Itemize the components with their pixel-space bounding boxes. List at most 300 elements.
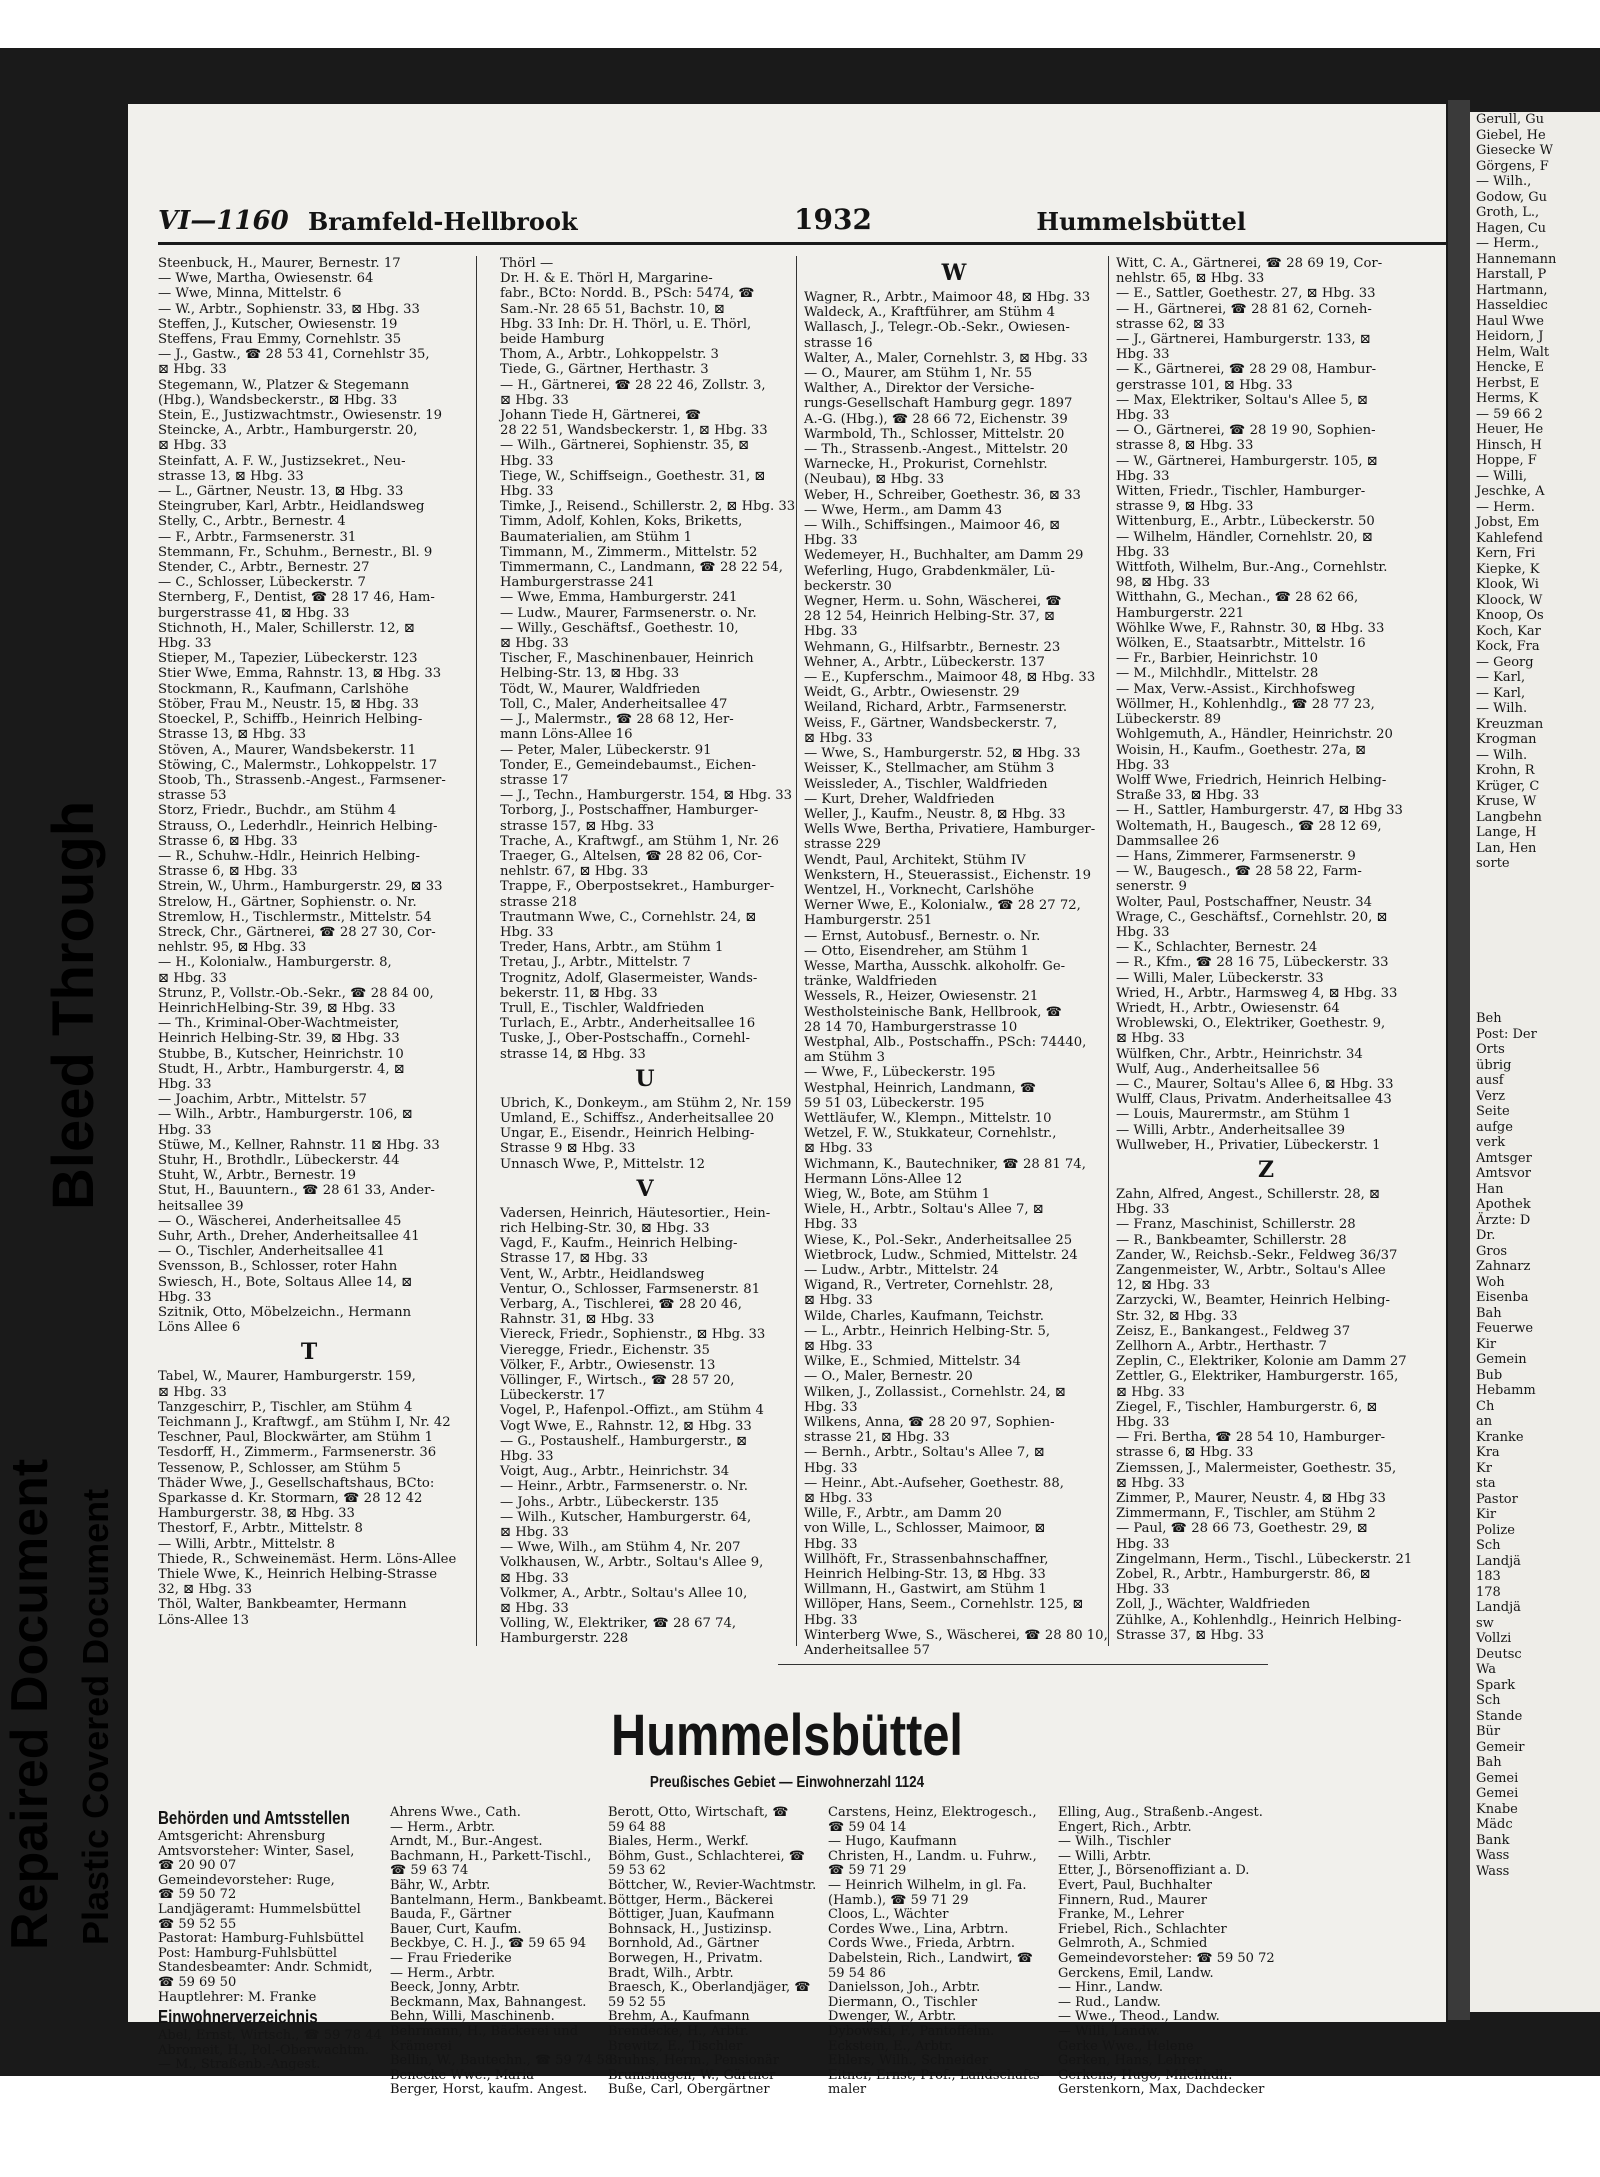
- next-page-line: Bah: [1476, 1755, 1502, 1770]
- directory-entry: Walther, A., Direktor der Versiche-: [804, 381, 1035, 397]
- directory-entry: Engert, Rich., Arbtr.: [1058, 1819, 1192, 1835]
- directory-entry: Westholsteinische Bank, Hellbrook, ☎: [804, 1004, 1063, 1020]
- directory-entry: Timke, J., Reisend., Schillerstr. 2, ⊠ Hbg. 33: [500, 499, 796, 515]
- directory-entry: Hbg. 33: [500, 484, 554, 500]
- next-page-line: Zahnarz: [1476, 1259, 1531, 1274]
- directory-entry: — Heinr., Arbtr., Farmsenerstr. o. Nr.: [500, 1479, 748, 1495]
- directory-entry: Wittfoth, Wilhelm, Bur.-Ang., Cornehlstr.: [1116, 560, 1388, 576]
- directory-entry: — K., Schlachter, Bernestr. 24: [1116, 940, 1318, 956]
- directory-entry: tränke, Waldfrieden: [804, 974, 938, 990]
- directory-entry: Hbg. 33: [158, 1289, 212, 1305]
- directory-entry: — H., Gärtnerei, ☎ 28 81 62, Corneh-: [1116, 301, 1372, 317]
- directory-entry: am Stühm 3: [804, 1050, 885, 1066]
- next-page-line: Kir: [1476, 1507, 1497, 1522]
- next-page-line: Gerull, Gu: [1476, 112, 1545, 127]
- directory-entry: Teschner, Paul, Blockwärter, am Stühm 1: [158, 1430, 433, 1446]
- directory-entry: Stieper, M., Tapezier, Lübeckerstr. 123: [158, 651, 418, 667]
- directory-entry: — Willi, Arbtr., Anderheitsallee 39: [1116, 1122, 1345, 1138]
- directory-entry: — Willi, Landw.: [1058, 2023, 1160, 2039]
- directory-entry: Timm, Adolf, Kohlen, Koks, Briketts,: [500, 514, 743, 530]
- directory-entry: Bähr, W., Arbtr.: [390, 1877, 491, 1893]
- directory-entry: Johann Tiede H, Gärtnerei, ☎: [500, 408, 702, 424]
- directory-column-4: [1116, 256, 1416, 1643]
- next-page-line: Herbst, E: [1476, 375, 1540, 391]
- next-page-line: Heuer, He: [1476, 422, 1544, 437]
- directory-entry: Löns-Allee 13: [158, 1612, 249, 1628]
- directory-entry: Hamburgerstr. 228: [500, 1631, 629, 1647]
- directory-entry: nehlstr. 65, ⊠ Hbg. 33: [1116, 271, 1265, 287]
- town-column-5: [1058, 1805, 1278, 2098]
- next-page-line: [1470, 934, 1600, 950]
- directory-entry: Zangenmeister, W., Arbtr., Soltau's Allee: [1116, 1263, 1386, 1278]
- directory-entry: ☎ 59 52 55: [158, 1916, 237, 1932]
- directory-entry: Tiede, G., Gärtner, Herthastr. 3: [500, 362, 709, 378]
- next-page-line: [1470, 872, 1600, 888]
- directory-entry: Wiese, K., Pol.-Sekr., Anderheitsallee 25: [804, 1232, 1073, 1248]
- next-page-line: — Willi,: [1476, 468, 1528, 484]
- directory-entry: — Wilh., Schiffsingen., Maimoor 46, ⊠: [804, 518, 1061, 534]
- directory-entry: Ehlers, Wilh., Schneider: [828, 2053, 989, 2069]
- directory-entry: Weller, J., Kaufm., Neustr. 8, ⊠ Hbg. 33: [804, 806, 1066, 822]
- next-page-line: Eisenba: [1476, 1290, 1529, 1305]
- directory-entry: — E., Sattler, Goethestr. 27, ⊠ Hbg. 33: [1116, 286, 1376, 302]
- directory-entry: Anderheitsallee 57: [804, 1643, 931, 1659]
- next-page-line: Pastor: [1476, 1491, 1518, 1507]
- next-page-line: Hannemann: [1476, 251, 1557, 267]
- directory-entry: Hbg. 33: [804, 1536, 858, 1552]
- directory-entry: Franke, M., Lehrer: [1058, 1907, 1184, 1923]
- next-page-line: Lange, H: [1476, 825, 1537, 840]
- directory-entry: Hbg. 33: [500, 453, 554, 469]
- directory-entry: Willöper, Hans, Seem., Cornehlstr. 125, ⊠: [804, 1597, 1084, 1613]
- directory-entry: Wolff Wwe, Friedrich, Heinrich Helbing-: [1116, 772, 1387, 788]
- directory-entry: Studt, H., Arbtr., Hamburgerstr. 4, ⊠: [158, 1061, 405, 1077]
- directory-entry: — R., Bankbeamter, Schillerstr. 28: [1116, 1232, 1347, 1248]
- directory-entry: Weisser, K., Stellmacher, am Stühm 3: [804, 761, 1055, 777]
- directory-entry: Turlach, E., Arbtr., Anderheitsallee 16: [500, 1016, 756, 1032]
- directory-entry: 59 52 55: [608, 1994, 666, 2010]
- directory-entry: Stichnoth, H., Maler, Schillerstr. 12, ⊠: [158, 620, 415, 636]
- directory-entry: ⊠ Hbg. 33: [804, 1339, 873, 1355]
- directory-entry: Wilke, E., Schmied, Mittelstr. 34: [804, 1354, 1021, 1370]
- next-page-line: Lan, Hen: [1476, 840, 1537, 856]
- directory-entry: — M., Milchhdlr., Mittelstr. 28: [1116, 666, 1319, 682]
- directory-entry: — O., Gärtnerei, ☎ 28 19 90, Sophien-: [1116, 423, 1376, 439]
- directory-entry: Stein, E., Justizwachtmstr., Owiesenstr. 19: [158, 408, 443, 424]
- directory-entry: Hbg. 33: [158, 636, 212, 652]
- section-letter: Z: [1257, 1156, 1275, 1183]
- directory-entry: Wettläufer, W., Klempn., Mittelstr. 10: [804, 1110, 1052, 1126]
- directory-entry: senerstr. 9: [1116, 879, 1187, 895]
- directory-entry: Bauda, F., Gärtner: [390, 1907, 512, 1923]
- next-page-line: Seite: [1476, 1104, 1510, 1119]
- section-letter: T: [300, 1339, 318, 1366]
- directory-entry: — O., Tischler, Anderheitsallee 41: [158, 1244, 385, 1260]
- directory-entry: Stoeckel, P., Schiffb., Heinrich Helbing-: [158, 712, 423, 728]
- directory-entry: Wagner, R., Arbtr., Maimoor 48, ⊠ Hbg. 33: [804, 290, 1091, 305]
- directory-entry: Wenkstern, H., Steuerassist., Eichenstr. 19: [804, 867, 1091, 883]
- directory-entry: Hauptlehrer: M. Franke: [158, 1989, 317, 2005]
- directory-entry: — Wwe, Emma, Hamburgerstr. 241: [500, 590, 738, 606]
- next-page-line: Heidorn, J: [1476, 329, 1544, 344]
- directory-entry: Beckmann, Max, Bahnangest.: [390, 1994, 587, 2010]
- directory-entry: Swiesch, H., Bote, Soltaus Allee 14, ⊠: [158, 1274, 413, 1290]
- directory-entry: Hamburgerstrasse 241: [500, 575, 655, 591]
- directory-entry: Bantelmann, Herm., Bankbeamt.: [390, 1892, 607, 1908]
- directory-entry: Thäder Wwe, J., Gesellschaftshaus, BCto:: [158, 1475, 435, 1491]
- directory-entry: Dr. H. & E. Thörl H, Margarine-: [500, 271, 713, 287]
- directory-entry: Diermann, O., Tischler: [828, 1994, 978, 2010]
- directory-entry: Krämerei: [390, 2038, 452, 2054]
- directory-entry: gerstrasse 101, ⊠ Hbg. 33: [1116, 377, 1293, 393]
- directory-entry: Gerke Wwe., Helene: [1058, 2038, 1194, 2054]
- repaired-document-label: Repaired Document: [1, 1458, 59, 1950]
- directory-entry: Helbing-Str. 13, ⊠ Hbg. 33: [500, 666, 680, 682]
- directory-entry: Strasse 6, ⊠ Hbg. 33: [158, 833, 298, 849]
- next-page-line: Kern, Fri: [1476, 546, 1536, 561]
- directory-entry: ☎ 20 90 07: [158, 1858, 237, 1874]
- directory-entry: ☎ 59 63 74: [390, 1863, 469, 1879]
- column-divider: [796, 256, 797, 1646]
- directory-entry: Zobel, R., Arbtr., Hamburgerstr. 86, ⊠: [1116, 1567, 1371, 1583]
- next-page-line: Herms, K: [1476, 391, 1539, 406]
- directory-entry: strasse 14, ⊠ Hbg. 33: [500, 1046, 646, 1062]
- directory-entry: Baumaterialien, am Stühm 1: [500, 529, 692, 545]
- directory-entry: — Wwe, F., Lübeckerstr. 195: [804, 1065, 996, 1081]
- directory-entry: Stubbe, B., Kutscher, Heinrichstr. 10: [158, 1046, 404, 1062]
- directory-entry: — L., Gärtner, Neustr. 13, ⊠ Hbg. 33: [158, 484, 404, 500]
- directory-entry: Trache, A., Kraftwgf., am Stühm 1, Nr. 26: [500, 833, 779, 849]
- directory-entry: beckerstr. 30: [804, 578, 892, 594]
- directory-entry: Weber, H., Schreiber, Goethestr. 36, ⊠ 33: [804, 487, 1081, 503]
- directory-entry: Stuht, W., Arbtr., Bernestr. 19: [158, 1168, 357, 1184]
- directory-entry: von Wille, L., Schlosser, Maimoor, ⊠: [804, 1521, 1046, 1537]
- next-page-line: Amtsger: [1476, 1150, 1532, 1166]
- directory-entry: Weiland, Richard, Arbtr., Farmsenerstr.: [804, 700, 1068, 716]
- next-page-line: Jobst, Em: [1476, 515, 1540, 530]
- directory-entry: Stöwing, C., Malermstr., Lohkoppelstr. 17: [158, 757, 438, 773]
- directory-entry: Hbg. 33: [1116, 1582, 1170, 1598]
- directory-entry: Biales, Herm., Werkf.: [608, 1834, 749, 1850]
- directory-entry: Böhm, Gust., Schlachterei, ☎: [608, 1848, 805, 1864]
- directory-entry: Tuske, J., Ober-Postschaffn., Cornehl-: [500, 1031, 750, 1047]
- directory-entry: Steffens, Frau Emmy, Cornehlstr. 35: [158, 332, 402, 348]
- directory-entry: Woisin, H., Kaufm., Goethestr. 27a, ⊠: [1116, 742, 1367, 758]
- next-page-line: Kiepke, K: [1476, 561, 1540, 577]
- directory-entry: Stüwe, M., Kellner, Rahnstr. 11 ⊠ Hbg. 33: [158, 1137, 440, 1153]
- directory-entry: ☎ 59 69 50: [158, 1974, 237, 1990]
- next-page-line: sorte: [1476, 856, 1510, 871]
- directory-entry: Stelly, C., Arbtr., Bernestr. 4: [158, 514, 346, 530]
- directory-entry: Wegner, Herm. u. Sohn, Wäscherei, ☎: [804, 594, 1062, 610]
- next-page-line: Bah: [1476, 1305, 1502, 1321]
- next-page-line: Gemeir: [1476, 1739, 1525, 1755]
- directory-entry: — R., Schuhw.-Hdlr., Heinrich Helbing-: [158, 848, 420, 864]
- directory-entry: ⊠ Hbg. 33: [500, 1570, 569, 1586]
- directory-entry: Stöber, Frau M., Neustr. 15, ⊠ Hbg. 33: [158, 696, 419, 712]
- directory-entry: Verbarg, A., Tischlerei, ☎ 28 20 46,: [500, 1297, 742, 1312]
- directory-entry: strasse 21, ⊠ Hbg. 33: [804, 1430, 950, 1446]
- directory-entry: — Frau Friederike: [390, 1950, 512, 1966]
- directory-entry: Wrage, C., Geschäftsf., Cornehlstr. 20, ⊠: [1116, 909, 1388, 925]
- directory-entry: Unnasch Wwe, P., Mittelstr. 12: [500, 1156, 706, 1172]
- directory-entry: Tischer, F., Maschinenbauer, Heinrich: [500, 651, 754, 667]
- directory-entry: Vogel, P., Hafenpol.-Offizt., am Stühm 4: [500, 1403, 764, 1419]
- directory-entry: Zarzycki, W., Beamter, Heinrich Helbing-: [1116, 1293, 1390, 1309]
- directory-entry: — M., Straßenb.-Angest.: [158, 2057, 321, 2073]
- next-page-line: — Karl,: [1476, 685, 1526, 701]
- directory-entry: Hbg. 33: [1116, 1202, 1170, 1218]
- directory-entry: — Wwe, Minna, Mittelstr. 6: [158, 286, 342, 302]
- directory-entry: 59 53 62: [608, 1863, 666, 1879]
- section-letter: V: [636, 1175, 654, 1202]
- next-page-line: sta: [1476, 1476, 1496, 1491]
- directory-entry: Danielsson, Joh., Arbtr.: [828, 1980, 981, 1996]
- next-page-line: — Wilh.: [1476, 701, 1528, 716]
- directory-entry: Hbg. 33: [1116, 1536, 1170, 1552]
- directory-entry: — Willi, Arbtr.: [1058, 1848, 1152, 1864]
- directory-entry: — C., Maurer, Soltau's Allee 6, ⊠ Hbg. 33: [1116, 1076, 1394, 1092]
- directory-entry: — Heinr., Abt.-Aufseher, Goethestr. 88,: [804, 1475, 1064, 1491]
- directory-entry: Hbg. 33: [804, 1612, 858, 1628]
- directory-entry: Warnecke, H., Prokurist, Cornehlstr.: [804, 457, 1048, 473]
- directory-entry: HeinrichHelbing-Str. 39, ⊠ Hbg. 33: [158, 1000, 396, 1016]
- directory-entry: Wesse, Martha, Ausschk. alkoholfr. Ge-: [804, 958, 1066, 974]
- directory-entry: — Bernh., Arbtr., Soltau's Allee 7, ⊠: [804, 1445, 1045, 1461]
- next-page-line: [1470, 903, 1600, 919]
- directory-entry: Tiege, W., Schiffseign., Goethestr. 31, ⊠: [500, 468, 766, 484]
- directory-entry: Hbg. 33: [1116, 468, 1170, 484]
- directory-entry: Wessels, R., Heizer, Owiesenstr. 21: [804, 989, 1039, 1005]
- directory-entry: — Wilh., Gärtnerei, Sophienstr. 35, ⊠: [500, 438, 750, 454]
- next-page-line: — Herm.: [1476, 499, 1535, 515]
- directory-entry: Trappe, F., Oberpostsekret., Hamburger-: [500, 879, 775, 895]
- section-letter: U: [635, 1065, 655, 1092]
- directory-entry: — Max, Elektriker, Soltau's Allee 5, ⊠: [1116, 392, 1369, 408]
- next-page-line: Hartmann,: [1476, 282, 1548, 298]
- directory-entry: Heinrich Helbing-Str. 39, ⊠ Hbg. 33: [158, 1031, 400, 1047]
- directory-entry: — J., Malermstr., ☎ 28 68 12, Her-: [500, 712, 734, 728]
- next-page-line: Gemei: [1476, 1786, 1519, 1801]
- directory-entry: — Willi, Arbtr., Mittelstr. 8: [158, 1536, 335, 1552]
- next-page-line: Woh: [1476, 1274, 1505, 1290]
- directory-entry: Wöllmer, H., Kohlenhdlg., ☎ 28 77 23,: [1116, 696, 1375, 712]
- directory-entry: Trull, E., Tischler, Waldfrieden: [500, 1000, 705, 1016]
- directory-entry: bekerstr. 11, ⊠ Hbg. 33: [500, 985, 658, 1001]
- directory-entry: maler: [828, 2082, 867, 2098]
- directory-entry: Löns Allee 6: [158, 1320, 241, 1336]
- directory-entry: Stoob, Th., Strassenb.-Angest., Farmsener-: [158, 772, 446, 788]
- directory-entry: Heinrich Helbing-Str. 13, ⊠ Hbg. 33: [804, 1567, 1046, 1583]
- next-page-line: Hagen, Cu: [1476, 220, 1547, 236]
- next-page-line: Giesecke W: [1476, 143, 1553, 158]
- next-page-line: — Wilh.,: [1476, 174, 1532, 189]
- directory-entry: ⊠ Hbg. 33: [500, 1601, 569, 1617]
- directory-entry: ☎ 59 71 29: [828, 1863, 907, 1879]
- town-column-1: [158, 1806, 382, 2073]
- section-heading: Behörden und Amtsstellen: [158, 1808, 350, 1828]
- directory-entry: Wallasch, J., Telegr.-Ob.-Sekr., Owiesen-: [804, 320, 1070, 336]
- next-page-line: Hebamm: [1476, 1383, 1536, 1398]
- directory-entry: Willmann, H., Gastwirt, am Stühm 1: [804, 1582, 1047, 1598]
- directory-entry: — H., Kolonialw., Hamburgerstr. 8,: [158, 955, 392, 971]
- directory-entry: Witthahn, G., Mechan., ☎ 28 62 66,: [1116, 590, 1359, 606]
- directory-entry: — W., Arbtr., Sophienstr. 33, ⊠ Hbg. 33: [158, 301, 420, 317]
- directory-entry: Gemeindevorsteher: ☎ 59 50 72: [1058, 1950, 1275, 1966]
- next-page-line: Post: Der: [1476, 1026, 1537, 1042]
- directory-entry: Wille, F., Arbtr., am Damm 20: [804, 1506, 1002, 1522]
- directory-entry: Zettler, G., Elektriker, Hamburgerstr. 165,: [1116, 1369, 1399, 1385]
- next-page-line: Stande: [1476, 1708, 1523, 1724]
- directory-entry: Wilkens, Anna, ☎ 28 20 97, Sophien-: [804, 1415, 1055, 1431]
- directory-entry: Strelow, H., Gärtner, Sophienstr. o. Nr.: [158, 894, 417, 910]
- directory-entry: Thestorf, F., Arbtr., Mittelstr. 8: [158, 1521, 363, 1537]
- directory-entry: ☎ 59 04 14: [828, 1819, 907, 1835]
- next-page-line: Harstall, P: [1476, 267, 1547, 282]
- directory-entry: Wried, H., Arbtr., Harmsweg 4, ⊠ Hbg. 33: [1116, 985, 1398, 1001]
- directory-entry: Strasse 13, ⊠ Hbg. 33: [158, 727, 306, 743]
- directory-entry: Pastorat: Hamburg-Fuhlsbüttel: [158, 1931, 364, 1947]
- directory-entry: Behrmann, H., Bäckerei und: [390, 2023, 579, 2039]
- directory-entry: Warmbold, Th., Schlosser, Mittelstr. 20: [804, 426, 1065, 442]
- directory-entry: — Wwe., Theod., Landw.: [1058, 2009, 1220, 2025]
- directory-entry: Stemmann, Fr., Schuhm., Bernestr., Bl. 9: [158, 544, 433, 560]
- directory-entry: Thörl —: [500, 256, 554, 271]
- next-page-line: Langbehn: [1476, 809, 1542, 825]
- directory-entry: — J., Techn., Hamburgerstr. 154, ⊠ Hbg. 33: [500, 788, 793, 804]
- directory-entry: Tödt, W., Maurer, Waldfrieden: [500, 681, 701, 697]
- next-page-line: — 59 66 2: [1476, 406, 1543, 422]
- directory-entry: Strunz, P., Vollstr.-Ob.-Sekr., ☎ 28 84 00,: [158, 985, 434, 1001]
- directory-entry: Böttcher, W., Revier-Wachtmstr.: [608, 1877, 817, 1893]
- directory-entry: Szitnik, Otto, Möbelzeichn., Hermann: [158, 1305, 412, 1321]
- directory-entry: Wolter, Paul, Postschaffner, Neustr. 34: [1116, 894, 1373, 910]
- section-heading: Einwohnerverzeichnis: [158, 2007, 318, 2028]
- directory-entry: Standesbeamter: Andr. Schmidt,: [158, 1960, 373, 1976]
- directory-entry: Thöl, Walter, Bankbeamter, Hermann: [158, 1597, 407, 1613]
- next-page-line: Görgens, F: [1476, 158, 1549, 174]
- directory-entry: Hbg. 33: [158, 1076, 212, 1092]
- directory-entry: Cords Wwe., Frieda, Arbtrn.: [828, 1936, 1015, 1952]
- directory-entry: Hbg. 33: [500, 1449, 554, 1465]
- directory-entry: Wells Wwe, Bertha, Privatiere, Hamburger-: [804, 822, 1096, 838]
- directory-entry: Völker, F., Arbtr., Owiesenstr. 13: [500, 1357, 716, 1373]
- next-page-line: Kir: [1476, 1336, 1497, 1352]
- directory-entry: A.-G. (Hbg.), ☎ 28 66 72, Eichenstr. 39: [804, 411, 1068, 427]
- next-page-line: Klook, Wi: [1476, 577, 1539, 592]
- directory-entry: Wehner, A., Arbtr., Lübeckerstr. 137: [804, 654, 1045, 670]
- directory-entry: — Wilh., Arbtr., Hamburgerstr. 106, ⊠: [158, 1107, 413, 1123]
- directory-entry: mann Löns-Allee 16: [500, 727, 633, 743]
- directory-entry: Wetzel, F. W., Stukkateur, Cornehlstr.,: [804, 1126, 1057, 1142]
- town-subtitle: Preußisches Gebiet — Einwohnerzahl 1124: [649, 1774, 925, 1791]
- directory-entry: — Hugo, Kaufmann: [828, 1834, 957, 1850]
- next-page-line: Wass: [1476, 1863, 1510, 1879]
- directory-entry: Wigand, R., Vertreter, Cornehlstr. 28,: [804, 1278, 1054, 1294]
- directory-entry: Volkhausen, W., Arbtr., Soltau's Allee 9,: [500, 1555, 764, 1571]
- next-page-line: Krüger, C: [1476, 778, 1540, 794]
- directory-entry: Bornhold, Ad., Gärtner: [608, 1936, 759, 1952]
- directory-entry: Hbg. 33: [1116, 347, 1170, 363]
- directory-entry: Bachmann, H., Parkett-Tischl.,: [390, 1848, 592, 1864]
- directory-entry: Cordes Wwe., Lina, Arbtrn.: [828, 1921, 1009, 1937]
- directory-entry: ⊠ Hbg. 33: [804, 1293, 873, 1309]
- directory-entry: Hbg. 33: [158, 1122, 212, 1138]
- directory-entry: — Hinr., Landw.: [1058, 1980, 1163, 1996]
- directory-entry: — Wwe, S., Hamburgerstr. 52, ⊠ Hbg. 33: [804, 746, 1081, 762]
- directory-entry: Storz, Friedr., Buchdr., am Stühm 4: [158, 803, 397, 819]
- next-page-line: Han: [1476, 1181, 1504, 1197]
- directory-entry: — J., Gärtnerei, Hamburgerstr. 133, ⊠: [1116, 332, 1371, 348]
- directory-entry: Hbg. 33: [500, 924, 554, 940]
- directory-entry: Weissleder, A., Tischler, Waldfrieden: [804, 776, 1048, 792]
- directory-entry: Amtsgericht: Ahrensburg: [158, 1829, 326, 1844]
- directory-entry: Wriedt, H., Arbtr., Owiesenstr. 64: [1116, 1000, 1340, 1016]
- directory-entry: Stöven, A., Maurer, Wandsbekerstr. 11: [158, 742, 417, 758]
- directory-entry: Strasse 6, ⊠ Hbg. 33: [158, 864, 298, 880]
- directory-entry: Hbg. 33: [1116, 408, 1170, 424]
- directory-entry: 28 22 51, Wandsbeckerstr. 1, ⊠ Hbg. 33: [500, 423, 768, 439]
- directory-entry: fabr., BCto: Nordd. B., PSch: 5474, ☎: [500, 286, 755, 302]
- directory-entry: Berott, Otto, Wirtschaft, ☎: [608, 1805, 789, 1820]
- directory-entry: Hbg. 33: [1116, 924, 1170, 940]
- directory-entry: Tonder, E., Gemeindebaumst., Eichen-: [500, 757, 756, 773]
- directory-entry: Rahnstr. 31, ⊠ Hbg. 33: [500, 1312, 655, 1328]
- directory-entry: Gerckens, Emil, Landw.: [1058, 1965, 1214, 1981]
- directory-entry: — G., Postaushelf., Hamburgerstr., ⊠: [500, 1433, 748, 1449]
- directory-entry: Thiele Wwe, K., Heinrich Helbing-Strasse: [158, 1567, 438, 1583]
- directory-entry: — Ernst, Autobusf., Bernestr. o. Nr.: [804, 928, 1041, 944]
- next-page-line: Gros: [1476, 1243, 1508, 1259]
- directory-entry: (Hbg.), Wandsbeckerstr., ⊠ Hbg. 33: [158, 392, 398, 408]
- directory-entry: Stockmann, R., Kaufmann, Carlshöhe: [158, 681, 409, 697]
- next-page-line: Landjä: [1476, 1553, 1521, 1569]
- directory-entry: Friebel, Rich., Schlachter: [1058, 1921, 1227, 1937]
- directory-entry: Landjägeramt: Hummelsbüttel: [158, 1901, 361, 1917]
- directory-entry: Christen, H., Landm. u. Fuhrw.,: [828, 1848, 1037, 1864]
- next-page-line: Kruse, W: [1476, 794, 1537, 809]
- directory-entry: Zimmer, P., Maurer, Neustr. 4, ⊠ Hbg 33: [1116, 1491, 1386, 1507]
- plastic-covered-label: Plastic Covered Document: [75, 1488, 116, 1945]
- town-column-2: [390, 1805, 614, 2098]
- next-page-line: Kock, Fra: [1476, 639, 1540, 654]
- directory-entry: Woltemath, H., Baugesch., ☎ 28 12 69,: [1116, 818, 1382, 834]
- directory-entry: Timmann, M., Zimmerm., Mittelstr. 52: [500, 544, 758, 560]
- directory-entry: Ziegel, F., Tischler, Hamburgerstr. 6, ⊠: [1116, 1399, 1378, 1415]
- directory-entry: ⊠ Hbg. 33: [500, 636, 569, 652]
- directory-entry: Strein, W., Uhrm., Hamburgerstr. 29, ⊠ 33: [158, 879, 443, 895]
- directory-entry: Carstens, Heinz, Elektrogesch.,: [828, 1805, 1037, 1820]
- next-page-line: sw: [1476, 1615, 1494, 1631]
- column-divider: [1108, 256, 1109, 1646]
- directory-entry: Wilde, Charles, Kaufmann, Teichstr.: [804, 1308, 1044, 1324]
- next-page-edge: [1470, 112, 1600, 2012]
- directory-entry: Weiss, F., Gärtner, Wandsbeckerstr. 7,: [804, 715, 1058, 731]
- directory-entry: Abromeit, H., Pol.-Oberwachtm.: [158, 2042, 369, 2058]
- directory-entry: — Wilh., Kutscher, Hamburgerstr. 64,: [500, 1509, 752, 1525]
- directory-entry: Cloos, L., Wächter: [828, 1907, 949, 1923]
- next-page-line: Feuerwe: [1476, 1321, 1534, 1336]
- directory-entry: Hbg. 33: [804, 624, 858, 640]
- directory-entry: Stender, C., Arbtr., Bernestr. 27: [158, 560, 370, 576]
- directory-entry: — Th., Kriminal-Ober-Wachtmeister,: [158, 1016, 400, 1032]
- next-page-line: 183: [1476, 1569, 1501, 1584]
- directory-entry: Brewitz, E., Tischler: [608, 2038, 743, 2054]
- directory-entry: Bauer, Curt, Kaufm.: [390, 1921, 522, 1937]
- directory-entry: ⊠ Hbg. 33: [1116, 1475, 1185, 1491]
- directory-entry: Str. 32, ⊠ Hbg. 33: [1116, 1308, 1238, 1324]
- directory-entry: Eitner, Ernst, Prof., Landschafts-: [828, 2067, 1045, 2083]
